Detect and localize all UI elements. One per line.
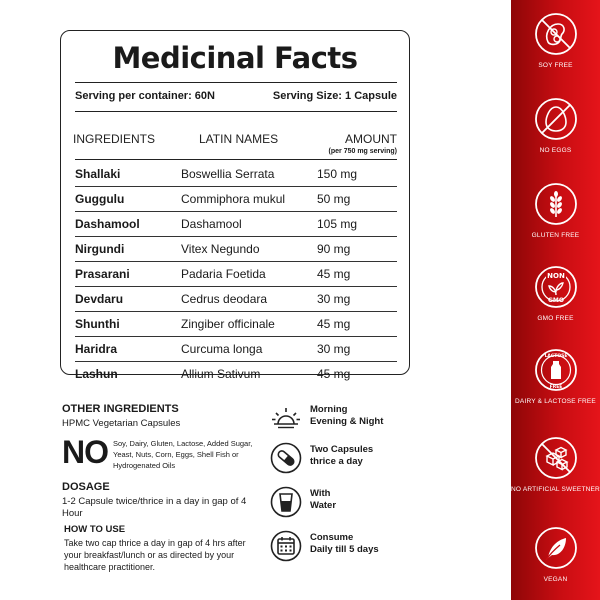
ingredient-name: Guggulu: [75, 192, 125, 206]
dosage-heading: DOSAGE: [62, 481, 110, 493]
amount-value: 45 mg: [317, 317, 351, 331]
usage-line: Consume: [310, 532, 354, 543]
how-to-use-value: Take two cap thrice a day in gap of 4 hrs after your breakfast/lunch or as directed by your healthcare practitioner.: [64, 538, 246, 572]
badge-lactose-free: [511, 348, 600, 406]
table-row: [75, 362, 397, 386]
usage-line: With: [310, 488, 331, 499]
table-row: [75, 312, 397, 337]
soy-free-icon: [534, 12, 578, 56]
badge-label: GMO FREE: [537, 315, 574, 322]
table-row: [75, 187, 397, 212]
sunrise-icon: [270, 402, 302, 434]
lactose-free-icon: [534, 348, 578, 392]
excluded-list: Soy, Dairy, Gluten, Lactose, Added Sugar, Yeast, Nuts, Corn, Eggs, Shell Fish or Hydrogenated Oils: [113, 439, 253, 470]
divider: [75, 82, 397, 83]
latin-name: Zingiber officinale: [181, 317, 275, 331]
ingredient-name: Haridra: [75, 342, 118, 356]
usage-time: [270, 402, 420, 436]
capsule-icon: [270, 442, 302, 474]
lactose-ring-top: LACTOSE: [544, 354, 567, 359]
badge-no-eggs: [511, 97, 600, 155]
other-ingredients-value: HPMC Vegetarian Capsules: [62, 418, 181, 429]
table-row: [75, 162, 397, 187]
usage-line: Water: [310, 500, 337, 511]
badge-strip: [511, 0, 600, 600]
usage-line: Morning: [310, 404, 348, 415]
latin-name: Curcuma longa: [181, 342, 263, 356]
serving-size: Serving Size: 1 Capsule: [272, 90, 397, 102]
badge-gmo-free: [511, 265, 600, 323]
latin-name: Dashamool: [181, 217, 242, 231]
latin-name: Cedrus deodara: [181, 292, 268, 306]
facts-title: Medicinal Facts: [112, 41, 358, 75]
ingredient-name: Shunthi: [75, 317, 120, 331]
amount-value: 50 mg: [317, 192, 351, 206]
usage-line: Evening & Night: [310, 416, 384, 427]
ingredients-header: INGREDIENTS: [73, 132, 156, 146]
table-row: [75, 262, 397, 287]
how-to-use-heading: HOW TO USE: [64, 524, 126, 535]
no-sweetener-icon: [534, 436, 578, 480]
glass-icon: [270, 486, 302, 518]
badge-label: NO ARTIFICIAL SWEETNER: [511, 486, 600, 493]
gmo-free-icon: [534, 265, 578, 309]
usage-capsules: [270, 442, 420, 476]
amount-value: 30 mg: [317, 292, 351, 306]
medicinal-facts-panel: [60, 30, 410, 381]
gluten-free-icon: [534, 182, 578, 226]
serving-info: [75, 90, 397, 102]
ingredient-name: Shallaki: [75, 167, 121, 181]
badge-vegan: [511, 526, 600, 584]
usage-line: thrice a day: [310, 456, 363, 467]
dosage-value: 1-2 Capsule twice/thrice in a day in gap of 4 Hour: [62, 496, 247, 519]
badge-label: VEGAN: [543, 576, 568, 583]
amount-value: 105 mg: [317, 217, 358, 231]
serving-per-container: Serving per container: 60N: [75, 90, 215, 102]
amount-value: 45 mg: [317, 267, 351, 281]
no-eggs-icon: [534, 97, 578, 141]
latin-name: Vitex Negundo: [181, 242, 260, 256]
ingredient-table: [75, 162, 397, 386]
gmo-bottom-text: GMO: [547, 297, 564, 304]
table-row: [75, 212, 397, 237]
amount-value: 150 mg: [317, 167, 358, 181]
table-row: [75, 287, 397, 312]
latin-name: Commiphora mukul: [181, 192, 286, 206]
amount-value: 30 mg: [317, 342, 351, 356]
amount-header: AMOUNT: [345, 132, 397, 146]
usage-line: Two Capsules: [310, 444, 374, 455]
amount-note: (per 750 mg serving): [328, 148, 397, 155]
divider: [75, 111, 397, 112]
badge-gluten-free: [511, 182, 600, 240]
ingredient-name: Lashun: [75, 367, 118, 381]
ingredient-name: Devdaru: [75, 292, 124, 306]
calendar-icon: [270, 530, 302, 562]
amount-value: 45 mg: [317, 367, 351, 381]
usage-duration: [270, 530, 420, 564]
ingredient-name: Dashamool: [75, 217, 140, 231]
table-row: [75, 237, 397, 262]
no-label: NO: [62, 434, 108, 470]
divider: [75, 159, 397, 160]
lactose-ring-bottom: FREE: [549, 385, 562, 390]
badge-label: SOY FREE: [538, 62, 573, 69]
ingredient-name: Nirgundi: [75, 242, 125, 256]
vegan-icon: [534, 526, 578, 570]
latin-name: Boswellia Serrata: [181, 167, 275, 181]
ingredient-name: Prasarani: [75, 267, 130, 281]
table-row: [75, 337, 397, 362]
other-ingredients-heading: OTHER INGREDIENTS: [62, 403, 179, 415]
latin-name: Allium Sativum: [181, 367, 261, 381]
badge-no-sweetener: [511, 436, 600, 494]
latin-name: Padaria Foetida: [181, 267, 266, 281]
usage-line: Daily till 5 days: [310, 544, 379, 555]
badge-soy-free: [511, 12, 600, 70]
latin-names-header: LATIN NAMES: [199, 132, 279, 146]
badge-label: NO EGGS: [539, 147, 572, 154]
usage-water: [270, 486, 420, 520]
badge-label: GLUTEN FREE: [531, 232, 580, 239]
amount-value: 90 mg: [317, 242, 351, 256]
badge-label: DAIRY & LACTOSE FREE: [515, 398, 596, 405]
gmo-top-text: NON: [546, 272, 565, 280]
